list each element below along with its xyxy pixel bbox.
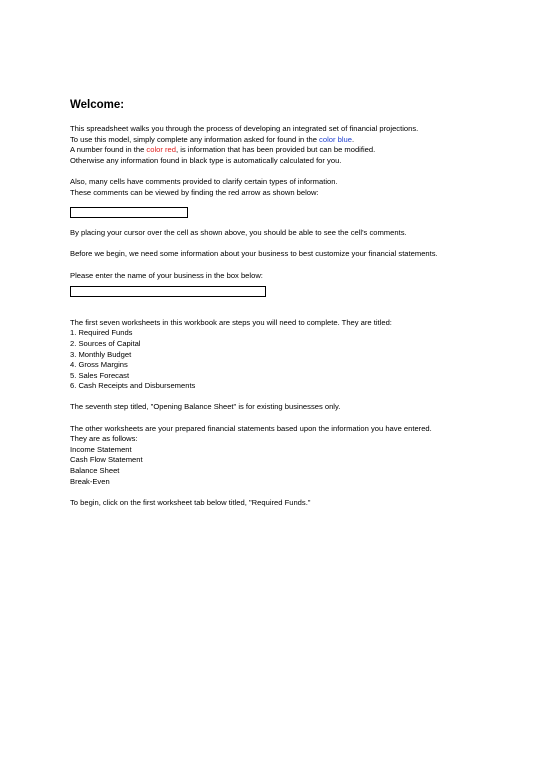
statements-intro: The other worksheets are your prepared financial statements based upon the information you have entered. [70, 423, 432, 433]
intro-line-2 [70, 135, 490, 146]
seventh-step-note: The seventh step titled, "Opening Balance Sheet" is for existing businesses only. [70, 402, 341, 412]
welcome-sheet [70, 98, 490, 508]
intro-line-1: This spreadsheet walks you through the process of developing an integrated set of financial projections. [70, 124, 419, 133]
business-name-input[interactable] [70, 286, 266, 297]
intro-line-2-text: To use this model, simply complete any information asked for found in the [70, 134, 320, 144]
step-item: 4. Gross Margins [70, 360, 128, 370]
statement-item: Balance Sheet [70, 466, 120, 476]
business-name-prompt: Please enter the name of your business in the box below: [70, 270, 263, 280]
statement-item: Cash Flow Statement [70, 455, 143, 465]
color-red-text: color red [146, 145, 176, 155]
intro-line-3-end: , is information that has been provided but can be modified. [175, 145, 376, 155]
comments-line-1: Also, many cells have comments provided to clarify certain types of information. [70, 176, 338, 186]
closing-instruction: To begin, click on the first worksheet tab below titled, "Required Funds." [70, 497, 311, 507]
comment-example-cell[interactable] [70, 207, 188, 218]
statements-follow: They are as follows: [70, 434, 138, 444]
color-blue-text: color blue [319, 134, 352, 144]
steps-intro: The first seven worksheets in this workbook are steps you will need to complete. They are titled: [70, 317, 392, 327]
step-item: 3. Monthly Budget [70, 349, 132, 359]
step-item: 5. Sales Forecast [70, 370, 130, 380]
business-intro: Before we begin, we need some information about your business to best customize your financial statements. [70, 249, 438, 259]
intro-line-2-end: . [351, 134, 355, 144]
statement-item: Break-Even [70, 476, 110, 486]
comments-line-2: These comments can be viewed by finding the red arrow as shown below: [70, 187, 319, 197]
step-item: 6. Cash Receipts and Disbursements [70, 381, 196, 391]
step-item: 1. Required Funds [70, 328, 133, 338]
intro-line-3-text: A number found in the [70, 145, 147, 155]
intro-line-3 [70, 145, 490, 156]
intro-line-4: Otherwise any information found in black type is automatically calculated for you. [70, 155, 342, 165]
comments-after: By placing your cursor over the cell as shown above, you should be able to see the cell's comments. [70, 228, 407, 238]
statement-item: Income Statement [70, 444, 132, 454]
page-title: Welcome: [70, 99, 125, 111]
step-item: 2. Sources of Capital [70, 338, 141, 348]
